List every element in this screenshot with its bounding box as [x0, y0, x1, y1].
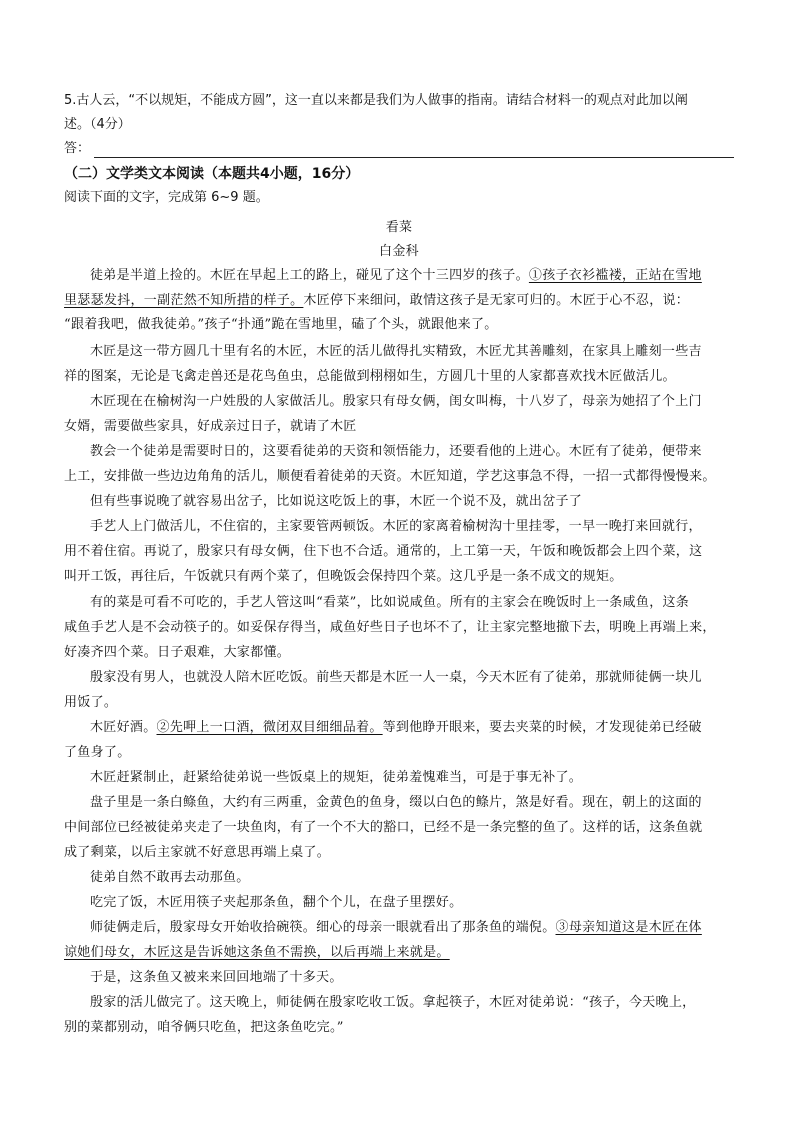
- text-span: 师徒俩走后，殷家母女开始收拾碗筷。细心的母亲一眼就看出了那条鱼的端倪。: [90, 920, 556, 935]
- paragraph-14-line-2: [64, 944, 734, 962]
- paragraph-3-line-1: 木匠现在在榆树沟一户姓殷的人家做活儿。殷家只有母女俩，闺女叫梅，十八岁了，母亲为她招了个上门: [90, 394, 702, 409]
- paragraph-7-line-2: 咸鱼手艺人是不会动筷子的。如妥保存得当，咸鱼好些日子也坏不了，让主家完整地撤下去，明晚上再端上来，: [64, 620, 716, 635]
- paragraph-6-line-2: 用不着住宿。再说了，殷家只有母女俩，住下也不合适。通常的，上工第一天，午饭和晚饭都会上四个菜，这: [64, 544, 703, 559]
- question-5-line-1: 5.古人云，“不以规矩，不能成方圆”，这一直以来都是我们为人做事的指南。请结合材料一的观点对此加以阐: [64, 93, 688, 108]
- paragraph-12-line-1: 徒弟自然不敢再去动那鱼。: [90, 870, 250, 885]
- section-heading: （二）文学类文本阅读（本题共4小题，16分）: [64, 166, 360, 182]
- paragraph-4-line-2: 上工，安排做一些边边角角的活儿，顺便看着徒弟的天资。木匠知道，学艺这事急不得，一招一式都得慢慢来。: [64, 469, 716, 484]
- paragraph-16-line-2: 别的菜都别动，咱爷俩只吃鱼，把这条鱼吃完。”: [64, 1020, 344, 1035]
- text-span: 木匠好酒。: [90, 720, 157, 735]
- paragraph-1-line-3: “跟着我吧，做我徒弟。”孩子“扑通”跪在雪地里，磕了个头，就跟他来了。: [64, 317, 498, 332]
- paragraph-9-line-2: 了鱼身了。: [64, 745, 131, 760]
- paragraph-8-line-1: 殷家没有男人，也就没人陪木匠吃饭。前些天都是木匠一人一桌，今天木匠有了徒弟，那就师徒俩一块儿: [90, 670, 702, 685]
- story-title: 看菜: [385, 220, 413, 235]
- paragraph-3-line-2: 女婿，需要做些家具，好成亲过日子，就请了木匠: [64, 419, 357, 434]
- text-span: 木匠停下来细问，敢情这孩子是无家可归的。木匠于心不忍，说：: [303, 293, 690, 308]
- paragraph-1-line-1: [64, 267, 734, 285]
- paragraph-2-line-2: 祥的图案，无论是飞禽走兽还是花鸟鱼虫，总能做到栩栩如生，方圆几十里的人家都喜欢找木匠做活儿。: [64, 369, 676, 384]
- section-instruction: 阅读下面的文字，完成第 6~9 题。: [64, 190, 269, 205]
- answer-label: 答：: [64, 141, 91, 156]
- underlined-sentence-2: ②先呷上一口酒，微闭双目细细品着。: [156, 720, 383, 735]
- paragraph-11-line-2: 中间部位已经被徒弟夹走了一块鱼肉，有了一个不大的豁口，已经不是一条完整的鱼了。这样的话，这条鱼就: [64, 820, 703, 835]
- underlined-sentence-1-cont: 里瑟瑟发抖，一副茫然不知所措的样子。: [64, 293, 304, 308]
- paragraph-11-line-3: 成了剩菜，以后主家就不好意思再端上桌了。: [64, 845, 331, 860]
- paragraph-5-line-1: 但有些事说晚了就容易出岔子，比如说这吃饭上的事，木匠一个说不及，就出岔子了: [90, 494, 583, 509]
- paragraph-2-line-1: 木匠是这一带方圆几十里有名的木匠，木匠的活儿做得扎实精致，木匠尤其善雕刻，在家具上雕刻一些吉: [90, 344, 702, 359]
- paragraph-7-line-1: 有的菜是可看不可吃的，手艺人管这叫“看菜”，比如说咸鱼。所有的主家会在晚饭时上一条咸鱼，这条: [90, 595, 690, 610]
- paragraph-9-line-1: [64, 719, 734, 737]
- text-span: 徒弟是半道上捡的。木匠在早起上工的路上，碰见了这个十三四岁的孩子。: [90, 268, 529, 283]
- paragraph-11-line-1: 盘子里是一条白鲦鱼，大约有三两重，金黄色的鱼身，缀以白色的鲦片，煞是好看。现在，朝上的这面的: [90, 795, 702, 810]
- underlined-sentence-3-cont: 谅她们母女，木匠这是告诉她这条鱼不需换，以后再端上来就是。: [64, 945, 450, 960]
- paragraph-4-line-1: 教会一个徒弟是需要时日的，这要看徒弟的天资和领悟能力，还要看他的上进心。木匠有了徒弟，便带来: [90, 444, 702, 459]
- story-author: 白金科: [379, 244, 419, 259]
- paragraph-7-line-3: 好凑齐四个菜。日子艰难，大家都懂。: [64, 645, 291, 660]
- paragraph-13-line-1: 吃完了饭，木匠用筷子夹起那条鱼，翻个个儿，在盘子里摆好。: [90, 895, 463, 910]
- question-5-line-2: 述。（4分）: [64, 117, 131, 132]
- paragraph-10-line-1: 木匠赶紧制止，赶紧给徒弟说一些饭桌上的规矩，徒弟羞愧难当，可是于事无补了。: [90, 770, 583, 785]
- paragraph-16-line-1: 殷家的活儿做完了。这天晚上，师徒俩在殷家吃收工饭。拿起筷子，木匠对徒弟说：“孩子，今天晚上，: [90, 995, 696, 1010]
- text-span: 等到他睁开眼来，要去夹菜的时候，才发现徒弟已经破: [382, 720, 702, 735]
- paragraph-6-line-3: 叫开工饭，再往后，午饭就只有两个菜了，但晚饭会保持四个菜。这几乎是一条不成文的规矩。: [64, 569, 623, 584]
- paragraph-8-line-2: 用饭了。: [64, 695, 118, 710]
- paragraph-6-line-1: 手艺人上门做活儿，不住宿的，主家要管两顿饭。木匠的家离着榆树沟十里挂零，一早一晚打来回就行，: [90, 519, 702, 534]
- underlined-sentence-1: ①孩子衣衫褴褛，正站在雪地: [528, 268, 702, 283]
- underlined-sentence-3: ③母亲知道这是木匠在体: [555, 920, 702, 935]
- paragraph-14-line-1: [64, 919, 734, 937]
- answer-blank-line[interactable]: [94, 157, 734, 158]
- paragraph-15-line-1: 于是，这条鱼又被来来回回地端了十多天。: [90, 970, 343, 985]
- paragraph-1-line-2: [64, 292, 734, 310]
